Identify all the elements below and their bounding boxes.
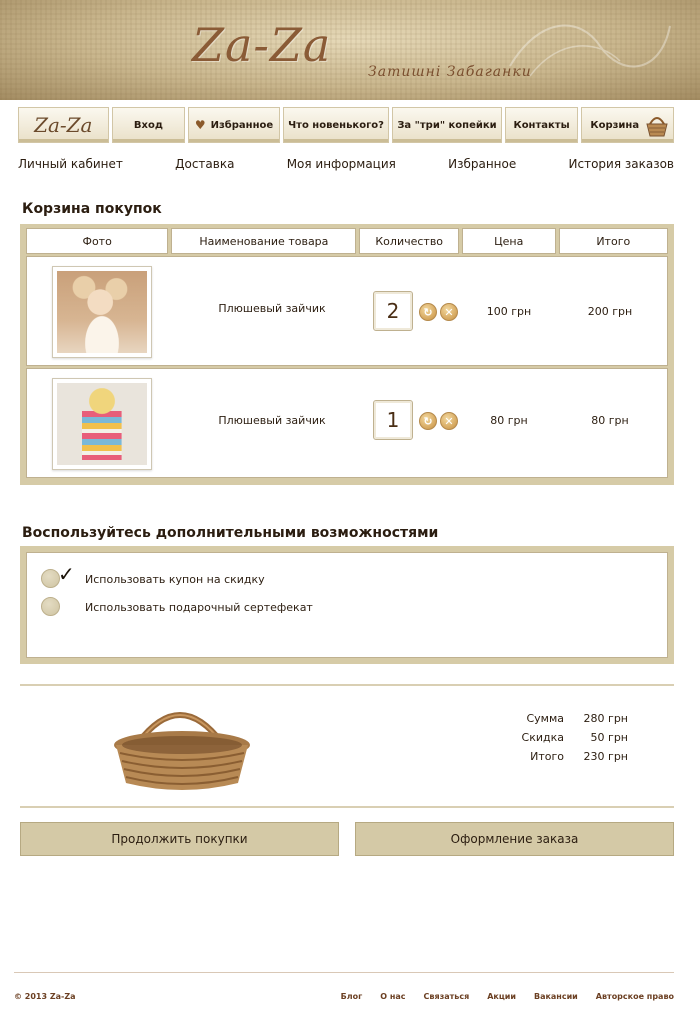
nav-login[interactable] xyxy=(112,107,186,143)
col-qty: Количество xyxy=(359,228,459,254)
summary-discount xyxy=(488,731,628,744)
checkout-button[interactable]: Оформление заказа xyxy=(355,822,674,856)
nav-favorites[interactable] xyxy=(188,107,280,143)
nav-login-label: Вход xyxy=(133,119,163,131)
cart-title: Корзина покупок xyxy=(22,201,162,217)
coupon-label[interactable]: Использовать купон на скидку xyxy=(85,573,265,586)
options-title: Воспользуйтесь дополнительными возможностями xyxy=(22,525,439,541)
options-panel xyxy=(20,546,674,664)
nav-cheap-label: За "три" копейки xyxy=(397,119,497,131)
subnav-favorites[interactable]: Избранное xyxy=(448,157,517,171)
col-total: Итого xyxy=(559,228,668,254)
subnav-delivery[interactable]: Доставка xyxy=(175,157,235,171)
nav-cheap[interactable] xyxy=(392,107,501,143)
discount-value: 50 грн xyxy=(590,731,628,744)
col-photo: Фото xyxy=(26,228,168,254)
product-total: 200 грн xyxy=(587,305,633,318)
product-photo xyxy=(57,383,147,465)
site-logo[interactable]: Za-Za xyxy=(192,18,332,72)
nav-cart-label: Корзина xyxy=(590,119,640,131)
nav-logo-text: Za-Za xyxy=(34,113,93,137)
refresh-icon[interactable]: ↻ xyxy=(419,303,437,321)
discount-label: Скидка xyxy=(521,731,564,744)
quantity-field[interactable]: 2 xyxy=(373,291,413,331)
remove-icon[interactable]: ✕ xyxy=(440,303,458,321)
product-name[interactable]: Плюшевый зайчик xyxy=(218,302,326,315)
heart-icon: ♥ xyxy=(194,118,206,132)
summary-total xyxy=(488,750,628,763)
cart-header-row xyxy=(26,228,668,254)
basket-icon xyxy=(645,112,669,138)
footer-divider xyxy=(14,972,674,973)
site-tagline: Затишні Забаганки xyxy=(368,64,532,80)
product-name[interactable]: Плюшевый зайчик xyxy=(218,414,326,427)
product-price: 80 грн xyxy=(490,414,528,427)
sum-label: Сумма xyxy=(526,712,564,725)
divider xyxy=(20,806,674,808)
footer-links xyxy=(341,992,674,1001)
cart-table xyxy=(20,224,674,485)
nav-cart[interactable] xyxy=(581,107,674,143)
footer-link-copyright[interactable]: Авторское право xyxy=(595,992,674,1001)
basket-illustration xyxy=(110,695,255,795)
product-photo xyxy=(57,271,147,353)
account-nav xyxy=(18,157,674,177)
continue-shopping-button[interactable]: Продолжить покупки xyxy=(20,822,339,856)
gift-cert-label[interactable]: Использовать подарочный сертефекат xyxy=(85,601,313,614)
checkmark-icon: ✓ xyxy=(58,562,75,586)
summary-sum xyxy=(488,712,628,725)
footer-link-promotions[interactable]: Акции xyxy=(487,992,516,1001)
gift-cert-radio[interactable] xyxy=(41,597,60,616)
product-price: 100 грн xyxy=(486,305,532,318)
sum-value: 280 грн xyxy=(583,712,628,725)
subnav-account[interactable]: Личный кабинет xyxy=(18,157,123,171)
product-thumbnail[interactable] xyxy=(52,266,152,358)
footer-link-blog[interactable]: Блог xyxy=(340,992,363,1001)
cart-row xyxy=(26,256,668,366)
copyright: © 2013 Za-Za xyxy=(14,992,76,1001)
total-label: Итого xyxy=(530,750,564,763)
product-total: 80 грн xyxy=(591,414,629,427)
nav-favorites-label: Избранное xyxy=(210,119,274,131)
refresh-icon[interactable]: ↻ xyxy=(419,412,437,430)
total-value: 230 грн xyxy=(583,750,628,763)
subnav-my-info[interactable]: Моя информация xyxy=(286,157,396,171)
quantity-field[interactable]: 1 xyxy=(373,400,413,440)
nav-logo[interactable] xyxy=(18,107,109,143)
footer-link-contact[interactable]: Связаться xyxy=(423,992,470,1001)
options-inner xyxy=(26,552,668,658)
header-banner xyxy=(0,0,700,100)
footer-link-vacancies[interactable]: Вакансии xyxy=(533,992,578,1001)
divider xyxy=(20,684,674,686)
subnav-order-history[interactable]: История заказов xyxy=(568,157,674,171)
cart-row xyxy=(26,368,668,478)
footer-link-about[interactable]: О нас xyxy=(380,992,406,1001)
remove-icon[interactable]: ✕ xyxy=(440,412,458,430)
nav-contacts-label: Контакты xyxy=(513,119,570,131)
coupon-radio[interactable] xyxy=(41,562,75,588)
nav-contacts[interactable] xyxy=(505,107,579,143)
col-name: Наименование товара xyxy=(171,228,356,254)
main-nav xyxy=(18,107,674,143)
nav-whats-new[interactable] xyxy=(283,107,389,143)
nav-whats-new-label: Что новенького? xyxy=(288,119,384,131)
col-price: Цена xyxy=(462,228,556,254)
product-thumbnail[interactable] xyxy=(52,378,152,470)
